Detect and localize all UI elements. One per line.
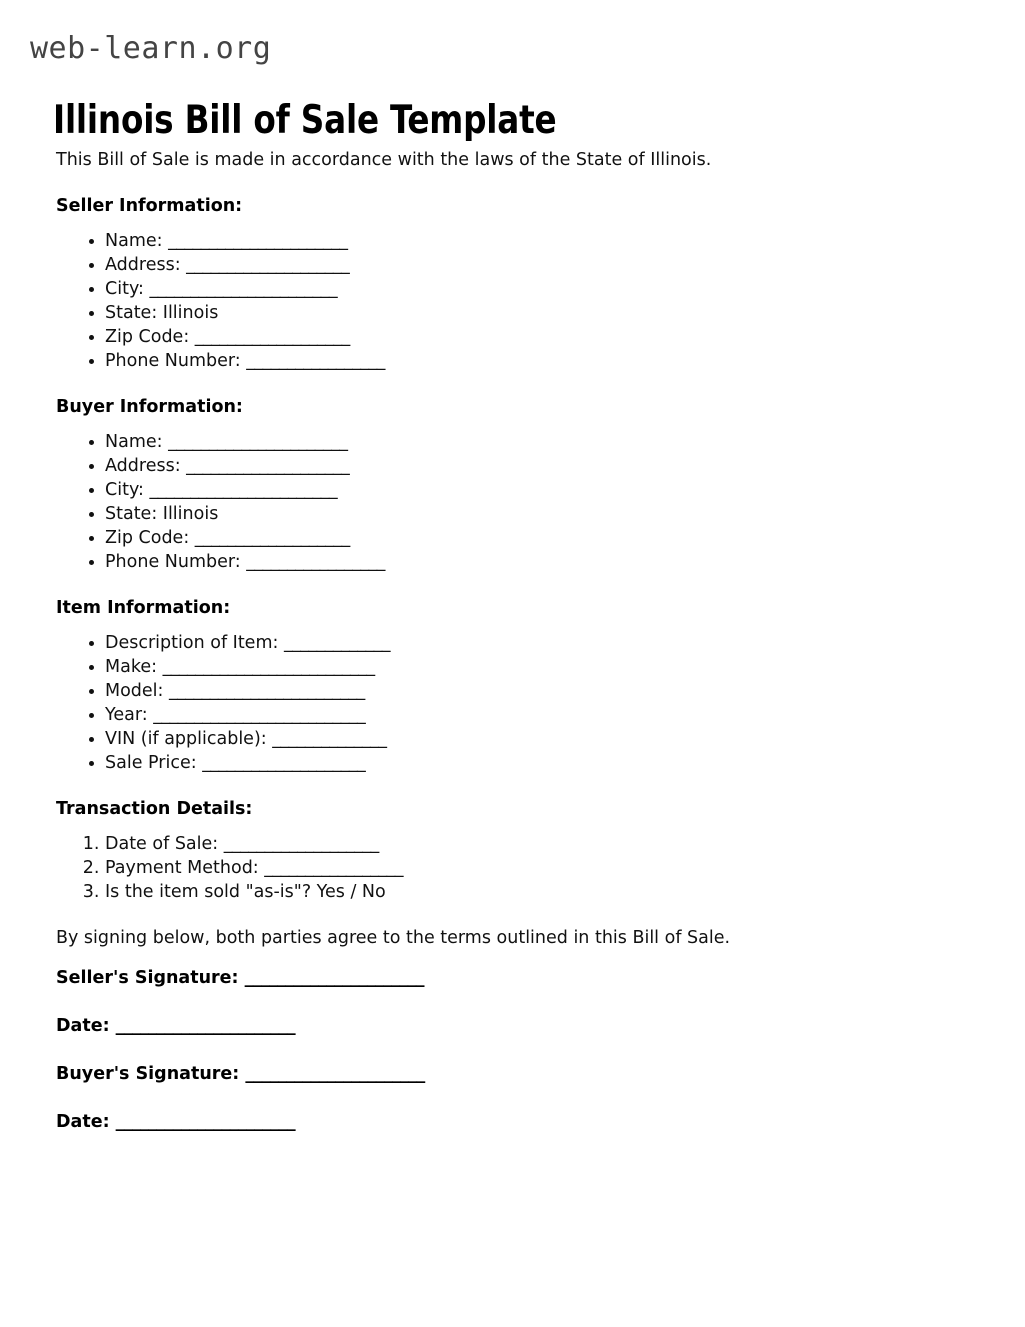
field-blank[interactable]: ____________________ xyxy=(202,753,366,773)
agreement-paragraph: By signing below, both parties agree to the terms outlined in this Bill of Sale. xyxy=(56,928,731,948)
date-label: Date: xyxy=(56,1112,110,1132)
field-blank[interactable]: ____________________ xyxy=(186,456,350,476)
field-label: Sale Price: xyxy=(105,753,197,773)
list-item xyxy=(105,631,1025,655)
field-blank[interactable]: ___________________ xyxy=(194,327,350,347)
field-label: Description of Item: xyxy=(105,633,279,653)
list-item xyxy=(105,277,1025,301)
buyer-field-list xyxy=(0,430,1025,574)
list-item xyxy=(105,751,1025,775)
signature-label: Seller's Signature: xyxy=(56,968,239,988)
field-label: City: xyxy=(105,279,144,299)
field-label: Payment Method: xyxy=(105,858,259,878)
field-label: Address: xyxy=(105,456,181,476)
list-item xyxy=(105,253,1025,277)
signature-blank[interactable]: ______________________ xyxy=(245,1064,425,1084)
field-label: Phone Number: xyxy=(105,351,241,371)
list-item xyxy=(105,679,1025,703)
list-item xyxy=(105,349,1025,373)
date-blank[interactable]: ______________________ xyxy=(115,1016,295,1036)
field-label: Name: xyxy=(105,231,163,251)
transaction-field-list xyxy=(0,832,1025,904)
section-heading-seller: Seller Information: xyxy=(56,196,243,216)
field-label: Address: xyxy=(105,255,181,275)
list-item xyxy=(105,526,1025,550)
list-item xyxy=(105,325,1025,349)
field-label: Name: xyxy=(105,432,163,452)
list-item xyxy=(105,502,1025,526)
list-item xyxy=(105,832,1025,856)
list-item xyxy=(105,880,1025,904)
list-item xyxy=(105,856,1025,880)
seller-signature-line xyxy=(0,966,1025,990)
field-label: Zip Code: xyxy=(105,528,190,548)
field-label: Make: xyxy=(105,657,157,677)
field-blank[interactable]: ______________________ xyxy=(168,432,348,452)
list-item xyxy=(105,229,1025,253)
field-blank[interactable]: __________________________ xyxy=(162,657,375,677)
field-blank[interactable]: _______________________ xyxy=(149,279,337,299)
field-label: State: Illinois xyxy=(105,303,219,323)
field-blank[interactable]: _______________________ xyxy=(149,480,337,500)
field-blank[interactable]: ___________________ xyxy=(194,528,350,548)
field-label: City: xyxy=(105,480,144,500)
section-heading-item: Item Information: xyxy=(56,598,231,618)
list-item xyxy=(105,727,1025,751)
list-item xyxy=(105,703,1025,727)
field-blank[interactable]: _________________ xyxy=(246,351,385,371)
intro-paragraph: This Bill of Sale is made in accordance with the laws of the State of Illinois. xyxy=(56,150,712,170)
signature-label: Buyer's Signature: xyxy=(56,1064,240,1084)
field-blank[interactable]: ____________________ xyxy=(186,255,350,275)
list-item xyxy=(105,655,1025,679)
date-label: Date: xyxy=(56,1016,110,1036)
list-item xyxy=(105,454,1025,478)
document-body xyxy=(0,136,1025,1134)
buyer-signature-line xyxy=(0,1062,1025,1086)
field-blank[interactable]: _________________ xyxy=(264,858,403,878)
site-brand-watermark: web-learn.org xyxy=(30,31,272,66)
field-blank[interactable]: _____________ xyxy=(283,633,390,653)
field-label: VIN (if applicable): xyxy=(105,729,267,749)
list-item xyxy=(105,478,1025,502)
signature-blank[interactable]: ______________________ xyxy=(244,968,424,988)
buyer-date-line xyxy=(0,1110,1025,1134)
field-blank[interactable]: ______________________ xyxy=(168,231,348,251)
item-field-list xyxy=(0,631,1025,775)
section-heading-transaction: Transaction Details: xyxy=(56,799,253,819)
list-item xyxy=(105,430,1025,454)
field-blank[interactable]: __________________________ xyxy=(153,705,366,725)
field-label: Is the item sold "as-is"? Yes / No xyxy=(105,882,386,902)
field-blank[interactable]: ________________________ xyxy=(169,681,365,701)
field-label: Year: xyxy=(105,705,148,725)
field-blank[interactable]: _________________ xyxy=(246,552,385,572)
seller-date-line xyxy=(0,1014,1025,1038)
seller-field-list xyxy=(0,229,1025,373)
field-label: Zip Code: xyxy=(105,327,190,347)
section-heading-buyer: Buyer Information: xyxy=(56,397,243,417)
field-label: Model: xyxy=(105,681,164,701)
field-blank[interactable]: ______________ xyxy=(272,729,387,749)
field-blank[interactable]: ___________________ xyxy=(223,834,379,854)
field-label: Phone Number: xyxy=(105,552,241,572)
page-title: Illinois Bill of Sale Template xyxy=(53,98,557,144)
list-item xyxy=(105,301,1025,325)
field-label: State: Illinois xyxy=(105,504,219,524)
list-item xyxy=(105,550,1025,574)
field-label: Date of Sale: xyxy=(105,834,219,854)
date-blank[interactable]: ______________________ xyxy=(115,1112,295,1132)
